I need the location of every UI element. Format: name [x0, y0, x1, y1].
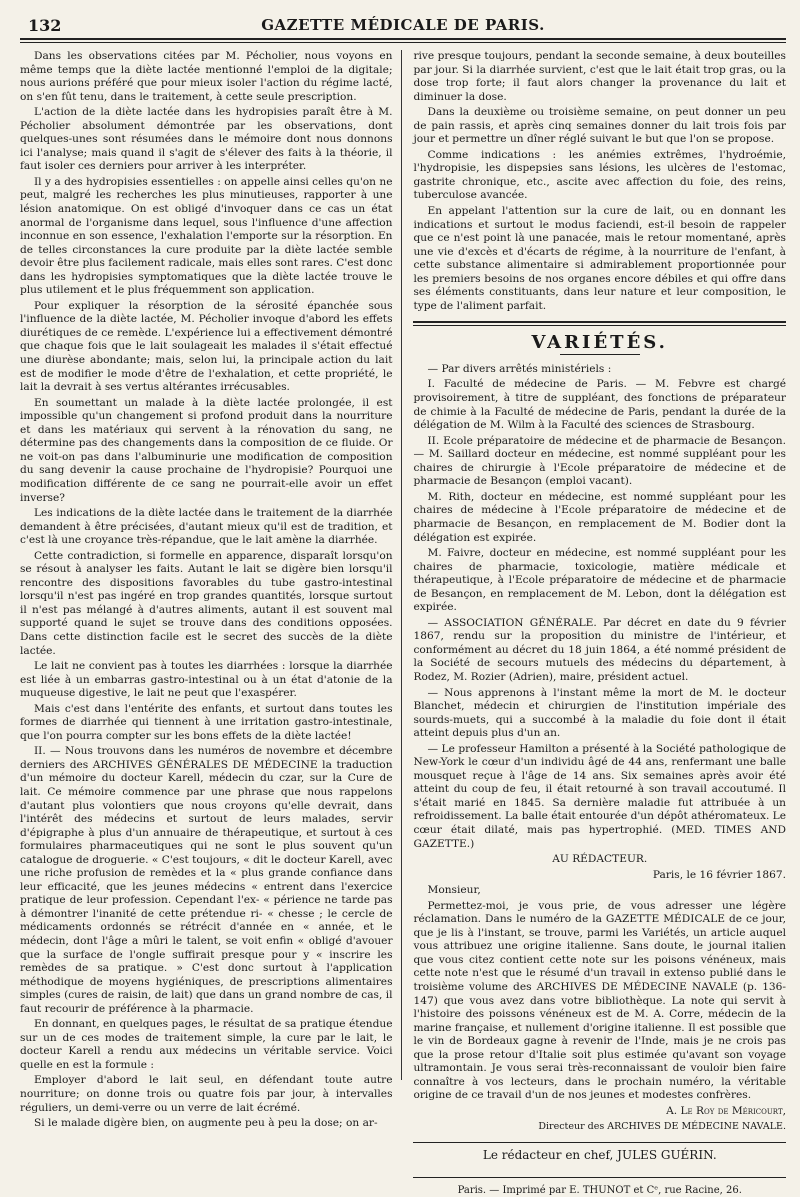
letter-date: Paris, le 16 février 1867. — [652, 868, 786, 881]
paragraph: Dans la deuxième ou troisième semaine, on peut donner un peu de pain rassis, et après cinq semaines donner du lait trois fois par jour et permettre un dîner réglé suivant le but que l'on se propose. — [413, 106, 786, 146]
paragraph: Dans les observations citées par M. Pécholier, nous voyons en même temps que la diète lactée mentionné l'emploi de la digitale; nous aurions préféré que pour mieux isoler l'action du régime lacté, on s'en fût tenu, dans le traitement, à cette seule prescription. — [20, 50, 393, 103]
paragraph: M. Rith, docteur en médecine, est nommé suppléant pour les chaires de médecine à l'Ecole préparatoire de médecine et de pharmacie de Besançon, en remplacement de M. Bodier dont la délégation est expirée. — [413, 490, 786, 544]
paragraph: Il y a des hydropisies essentielles : on appelle ainsi celles qu'on ne peut, malgré les recherches les plus minutieuses, rapporter à une lésion anatomique. On est obligé d'invoquer dans ce cas un état anormal de l'organisme dans lequel, sous l'influence d'une affection inconnue en son essence, l'exhalation l'emporte sur la résorption. En de telles circonstances la cure produite par la diète lactée semble devoir être plus facilement radicale, mais elles sont rares. C'est donc dans les hydropisies symptomatiques que la diète lactée trouve le plus utilement et le plus fréquemment son application. — [20, 175, 393, 297]
paragraph: — ASSOCIATION GÉNÉRALE. Par décret en date du 9 février 1867, rendu sur la proposition du ministre de l'intérieur, et conformément au décret du 18 juin 1864, a été nommé président de la Société de secours mutuels des médecins du département, à Rodez, M. Rozier (Adrien), maire, président actuel. — [413, 616, 786, 683]
paragraph: Comme indications : les anémies extrêmes, l'hydroémie, l'hydropisie, les dispepsies sans lésions, les ulcères de l'estomac, gastrite chronique, etc., ascite avec affection du foie, des reins, tuberculose avancée. — [413, 148, 786, 202]
letter-signature-title: Directeur des ARCHIVES DE MÉDECINE NAVALE. — [538, 1121, 786, 1133]
letter-salutation: Monsieur, — [427, 884, 481, 897]
paragraph: Si le malade digère bien, on augmente peu à peu la dose; on ar- — [34, 1117, 378, 1130]
title-rule — [560, 354, 640, 355]
paragraph: M. Faivre, docteur en médecine, est nommé suppléant pour les chaires de pharmacie, toxicologie, matière médicale et thérapeutique, à l'Ecole préparatoire de médecine et de pharmacie de Besançon, en remplacement de M. Lebon, dont la délégation est expirée. — [413, 547, 786, 614]
column-divider — [401, 50, 402, 1080]
paragraph: II. — Nous trouvons dans les numéros de novembre et décembre derniers des ARCHIVES GÉNÉRALES DE MÉDECINE la traduction d'un mémoire du docteur Karell, médecin du czar, sur la Cure de lait. Ce mémoire commence par une phrase que nous rappelons d'autant plus volontiers que nous croyons qu'elle devrait, dans l'intérêt des médecins et surtout de leurs malades, servir d'épigraphe à plus d'un annuaire de thérapeutique, et surtout à ces formulaires pharmaceutiques qui ne sont le plus souvent qu'un catalogue de droguerie. « C'est toujours, « dit le docteur Karell, avec une riche profusion de remèdes et la « plus grande confiance dans leur efficacité, que les jeunes médecins « entrent dans l'exercice pratique de leur profession. Cependant l'ex- « périence ne tarde pas à démontrer l'inanité de cette prétendue ri- « chesse ; le cercle de médicaments ordonnés se rétrécit d'année en « année, et le médecin, dont l'âge a mûri le talent, se voit enfin « obligé d'avouer que la surface de l'ongle suffirait presque pour y « inscrire les remèdes de sa pratique. » C'est donc surtout à l'application méthodique de moyens hygiéniques, de prescriptions alimentaires simples (cures de raisin, de lait) que dans un grand nombre de cas, il faut recourir de préférence à la pharmacie. — [20, 745, 393, 1015]
letter-signature: A. Le Roy de Méricourt, — [666, 1104, 786, 1117]
section-title-varietes: VARIÉTÉS. — [531, 332, 668, 354]
paragraph: II. Ecole préparatoire de médecine et de pharmacie de Besançon. — M. Saillard docteur en médecine, est nommé suppléant pour les chaires de chirurgie à l'Ecole préparatoire de médecine et de pharmacie de Besançon (emploi vacant). — [413, 434, 786, 488]
columns — [20, 50, 786, 1196]
letter-heading: AU RÉDACTEUR. — [552, 853, 648, 866]
paragraph: rive presque toujours, pendant la seconde semaine, à deux bouteilles par jour. Si la diarrhée survient, c'est que le lait était trop gras, ou la dose trop forte; il faut alors changer la provenance du lait et diminuer la dose. — [413, 50, 786, 103]
paragraph: Le lait ne convient pas à toutes les diarrhées : lorsque la diarrhée est liée à un embarras gastro-intestinal ou à un état d'atonie de la muqueuse digestive, le lait ne peut que l'exaspérer. — [20, 660, 393, 700]
left-column — [20, 50, 401, 1130]
paragraph: L'action de la diète lactée dans les hydropisies paraît être à M. Pécholier absolument démontrée par les observations, dont quelques-unes sont résumées dans le mémoire dont nous donnons ici l'analyse; mais quand il s'agit de s'élever des faits à la théorie, il faut isoler ces derniers pour arriver à les interpréter. — [20, 106, 393, 173]
paragraph: — Le professeur Hamilton a présenté à la Société pathologique de New-York le cœur d'un individu âgé de 44 ans, renfermant une balle mousquet reçue à l'âge de 14 ans. Six semaines après avoir été atteint du coup de feu, il était retourné à son travail accoutumé. Il s'était marié en 1845. Sa dernière maladie fut attribuée à un refroidissement. La balle était entourée d'un dépôt athéromateux. Le cœur était dilaté, mais pas hypertrophié. (MED. TIMES AND GAZETTE.) — [413, 742, 786, 850]
paragraph: En donnant, en quelques pages, le résultat de sa pratique étendue sur un de ces modes de traitement simple, la cure par le lait, le docteur Karell a rendu aux médecins un véritable service. Voici quelle en est la formule : — [20, 1018, 393, 1071]
paragraph: En appelant l'attention sur la cure de lait, ou en donnant les indications et surtout le modus faciendi, est-il besoin de rappeler que ce n'est point là une panacée, mais le retour momentané, après une vie d'excès et d'écarts de régime, à la nourriture de l'enfant, à cette substance alimentaire si admirablement proportionnée pour les premiers besoins de nos organes encore débiles et qui offre dans ses éléments constituants, dans leur nature et leur composition, le type de l'aliment parfait. — [413, 205, 786, 312]
page-header — [20, 14, 786, 40]
paragraph: Mais c'est dans l'entérite des enfants, et surtout dans toutes les formes de diarrhée qui tiennent à une irritation gastro-intestinale, que l'on pourra compter sur les bons effets de la diète lactée! — [20, 702, 393, 742]
section-rule — [413, 321, 786, 326]
paragraph: Employer d'abord le lait seul, en défendant toute autre nourriture; on donne trois ou quatre fois par jour, à intervalles réguliers, un demi-verre ou un verre de lait écrémé. — [20, 1074, 393, 1114]
editor-line: Le rédacteur en chef, JULES GUÉRIN. — [413, 1142, 786, 1163]
paragraph: I. Faculté de médecine de Paris. — M. Febvre est chargé provisoirement, à titre de suppléant, des fonctions de préparateur de chimie à la Faculté de médecine de Paris, pendant la durée de la délégation de M. Wilm à la Faculté des sciences de Strasbourg. — [413, 378, 786, 432]
right-column — [407, 50, 786, 1196]
paragraph: — Par divers arrêtés ministériels : — [427, 362, 612, 375]
header-rule — [20, 42, 786, 43]
printer-line: Paris. — Imprimé par E. THUNOT et Cᵉ, rue Racine, 26. — [413, 1177, 786, 1197]
paragraph: En soumettant un malade à la diète lactée prolongée, il est impossible qu'un changement si profond produit dans la nourriture et dans les matériaux qui servent à la rénovation du sang, ne détermine pas des changements dans la composition de ce fluide. Or ne voit-on pas dans l'albuminurie une modification de composition du sang devenir la cause prochaine de l'hydropisie? Pourquoi une modification différente de ce sang ne pourrait-elle avoir un effet inverse? — [20, 396, 393, 504]
paragraph: Cette contradiction, si formelle en apparence, disparaît lorsqu'on se résout à analyser les faits. Autant le lait se digère bien lorsqu'il rencontre des dispositions favorables du tube gastro-intestinal lorsqu'il n'est pas ingéré en trop grandes quantités, lorsque surtout il n'est pas mélangé à d'autres aliments, autant il est souvent mal supporté quand le sujet se trouve dans des conditions opposées. Dans cette distinction facile est le secret des succès de la diète lactée. — [20, 549, 393, 657]
letter-body: Permettez-moi, je vous prie, de vous adresser une légère réclamation. Dans le numéro de la GAZETTE MÉDICALE de ce jour, que je lis à l'instant, se trouve, parmi les Variétés, un article auquel vous attribuez une origine italienne. Sans doute, le journal italien que vous citez contient cette note sur les poisons vénéneux, mais cette note n'est que le résumé d'un travail in extenso publié dans le troisième volume des ARCHIVES DE MÉDECINE NAVALE (p. 136-147) que vous avez dans votre bibliothèque. La note qui servit à l'histoire des poissons vénéneux est de M. A. Corre, médecin de la marine française, et nullement d'origine italienne. Il est possible que le vin de Bordeaux gagne à revenir de l'Inde, mais je ne crois pas que la prose retour d'Italie soit plus estimée qu'avant son voyage ultramontain. Je vous serai très-reconnaissant de vouloir bien faire connaître à vos lecteurs, dans le prochain numéro, la véritable origine de ce travail d'un de nos jeunes et modestes confrères. — [413, 899, 786, 1102]
paragraph: — Nous apprenons à l'instant même la mort de M. le docteur Blanchet, médecin et chirurgien de l'institution impériale des sourds-muets, qui a succombé à la maladie du foie dont il était atteint depuis plus d'un an. — [413, 686, 786, 740]
page-number: 132 — [28, 16, 62, 35]
paragraph: Pour expliquer la résorption de la sérosité épanchée sous l'influence de la diète lactée, M. Pécholier invoque d'abord les effets diurétiques de ce remède. L'expérience lui a effectivement démontré que chaque fois que le lait soulageait les malades il s'était effectué une diurèse abondante; mais, selon lui, la principale action du lait est de modifier le mode d'être de l'exhalation, et cette propriété, le lait la devrait à ses vertus altérantes irrécusables. — [20, 299, 393, 394]
paragraph: Les indications de la diète lactée dans le traitement de la diarrhée demandent à être précisées, d'autant mieux qu'il est de tradition, et c'est là une croyance très-répandue, que le lait amène la diarrhée. — [20, 507, 393, 547]
running-title: GAZETTE MÉDICALE DE PARIS. — [261, 16, 545, 34]
